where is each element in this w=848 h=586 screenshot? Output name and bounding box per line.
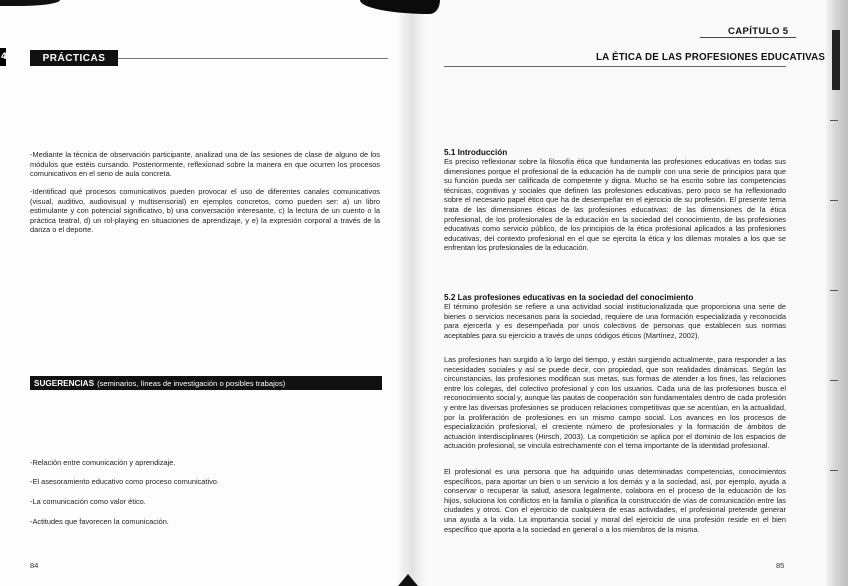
suggestions-bar (30, 376, 382, 390)
suggestion-item: -La comunicación como valor ético. (30, 497, 146, 506)
chapter-divider (444, 66, 786, 67)
suggestions-note: (seminarios, líneas de investigación o posibles trabajos) (97, 378, 286, 388)
page-edge-tick (830, 470, 838, 471)
page-number-left: 84 (30, 561, 39, 570)
body-paragraph: El profesional es una persona que ha adquirido unas determinadas competencias, conocimientos específicos, para aportar un bien o un servicio a los demás y a la sociedad, así, por ejemplo, ayuda a conservar o recuperar la salud, asesora legalmente, colabora en el proceso de la educación de los hijos, soluciona los conflictos en la familia o planifica la construcción de vías de comunicación entre las ciudades y otros. Con el ejercicio de cualquiera de esas actividades, el profesional pretende generar una ayuda a la vida. La importancia social y moral del ejercicio de una profesión reside en el bien específico que aporta a la sociedad en general o a los miembros de la misma. (444, 467, 786, 534)
section-heading: 5.2 Las profesiones educativas en la sociedad del conocimiento (444, 293, 694, 302)
practice-paragraph: -Identificad qué procesos comunicativos pueden provocar el uso de diferentes canales comunicativos (visual, auditivo, audiovisual y multisensorial) en ejemplos concretos, como pueden ser: a) un libro estimulante y con potencial significativo, b) una conversación interesante, c) la lectura de un cuento o la práctica teatral, d) un rol-playing en situaciones de aprendizaje, y e) la expresión corporal a través de la danza o el deporte. (30, 187, 380, 235)
suggestion-item: -El asesoramiento educativo como proceso comunicativo. (30, 477, 219, 486)
body-paragraph: Es preciso reflexionar sobre la filosofía ética que fundamenta las profesiones educativas en todas sus dimensiones porque el profesional de la educación ha de cumplir con una serie de principios para que su función pueda ser calificada de competente y digna. Mucho se ha escrito sobre las competencias técnicas, cognitivas y sociales que definen las profesiones educativas, pero poco se ha reflexionado sobre el necesario papel ético que ha de desempeñar en el ejercicio de su profesión. El presente tema trata de las dimensiones éticas de las profesiones educativas: de las dimensiones de la ética profesional, de los profesionales de la educación en la sociedad del conocimiento, de las profesiones educativas como servicio público, de los principios de la ética profesional aplicados a las profesiones educativas, del contexto profesional en el que se ejercita la ética y los dilemas morales a los que se enfrentan los profesionales de la educación. (444, 157, 786, 253)
section-divider (118, 58, 388, 59)
gutter-shadow (396, 0, 426, 586)
page-edge-tick (830, 120, 838, 121)
spine-shadow-mark (398, 574, 418, 586)
chapter-title: LA ÉTICA DE LAS PROFESIONES EDUCATIVAS (596, 52, 826, 63)
suggestion-item: -Actitudes que favorecen la comunicación. (30, 517, 169, 526)
section-tab-practicas: PRÁCTICAS (30, 50, 118, 66)
body-paragraph: El término profesión se refiere a una actividad social institucionalizada que proporciona una serie de bienes o servicios necesarios para la sociedad, requiere de una formación especializada y reconocida para ejercerla y es desempeñada por unos colectivos de personas que establecen sus normas aceptables para su ejercicio a través de unos códigos éticos (Martínez, 2002). (444, 302, 786, 340)
body-paragraph: Las profesiones han surgido a lo largo del tiempo, y están surgiendo actualmente, para responder a las necesidades sociales y así se puede decir, con propiedad, que son realidades dinámicas. Según las circunstancias, las profesiones modifican sus metas, sus formas de atender a los fines, las relaciones entre los colegas, del colectivo profesional y con los usuarios. Cada una de las profesiones busca el reconocimiento social y, aunque las pautas de cooperación son fundamentales dentro de cada profesión y entre las diversas profesiones se producen relaciones competitivas que se acentúan, en la actualidad, por la proliferación de profesiones en un mismo campo social. Los avances en los procesos de especialización profesional, el creciente número de profesionales y la formación de ámbitos de actuación interdisciplinares (Hirsch, 2003). La competición se aplica por el dominio de los espacios de actuación profesional, se vincula estrechamente con el tema importante de la identidad profesional. (444, 355, 786, 451)
page-edge-tick (830, 200, 838, 201)
page-edge-tick (830, 290, 838, 291)
chapter-label-rule (700, 37, 796, 38)
thumb-index-number: 4 (0, 52, 8, 62)
chapter-label: CAPÍTULO 5 (728, 26, 789, 37)
page-edge-tick (830, 380, 838, 381)
page-edge-shadow (832, 30, 840, 90)
page-number-right: 85 (776, 561, 785, 570)
suggestions-label: SUGERENCIAS (34, 378, 95, 388)
suggestion-item: -Relación entre comunicación y aprendizaje. (30, 458, 176, 467)
practice-paragraph: -Mediante la técnica de observación participante, analizad una de las sesiones de clase de alguno de los módulos que estéis cursando. Posteriormente, reflexionad sobre la manera en que ocurren los procesos comunicativos en el seno de aula concreta. (30, 150, 380, 179)
section-heading: 5.1 Introducción (444, 148, 508, 157)
